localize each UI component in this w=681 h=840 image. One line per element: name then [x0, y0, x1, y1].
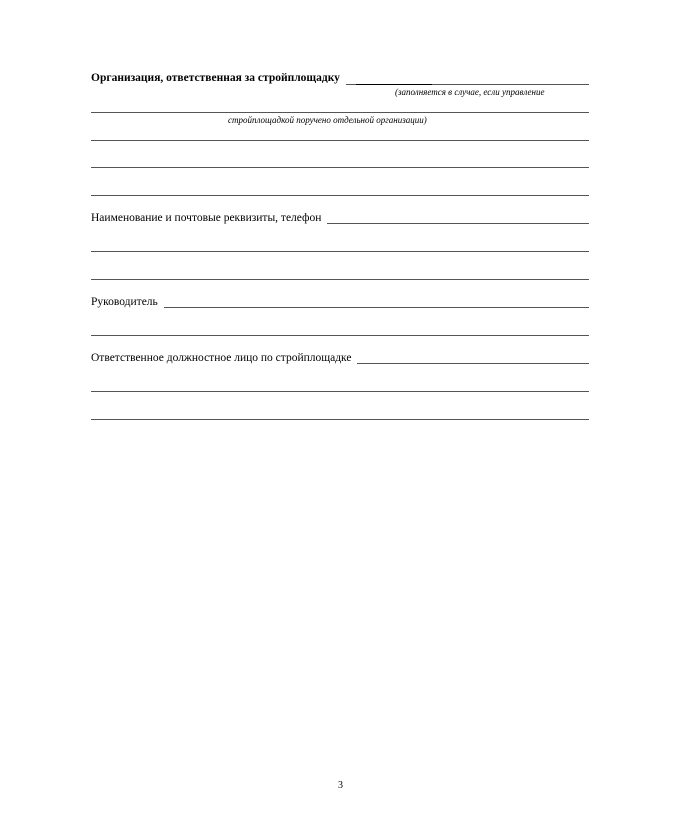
head-field-line-2[interactable]	[91, 335, 589, 336]
name-field-line-3[interactable]	[91, 279, 589, 280]
official-field-line-2[interactable]	[91, 391, 589, 392]
org-note-line-1: (заполняется в случае, если управление	[395, 87, 545, 97]
head-label: Руководитель	[91, 295, 164, 309]
org-field-line-5[interactable]	[91, 195, 589, 196]
page-number: 3	[338, 780, 343, 791]
org-field-line-2[interactable]	[91, 112, 589, 113]
official-label: Ответственное должностное лицо по стройплощадке	[91, 351, 357, 365]
name-field-line-2[interactable]	[91, 251, 589, 252]
head-field-line[interactable]	[91, 307, 589, 308]
org-field-line-4[interactable]	[91, 167, 589, 168]
official-field-line-3[interactable]	[91, 419, 589, 420]
org-field-underline	[356, 84, 432, 85]
org-label: Организация, ответственная за стройплощадку	[91, 71, 346, 85]
name-label: Наименование и почтовые реквизиты, телефон	[91, 211, 327, 225]
org-field-line-3[interactable]	[91, 140, 589, 141]
org-note-line-2: стройплощадкой поручено отдельной организации)	[228, 115, 427, 125]
